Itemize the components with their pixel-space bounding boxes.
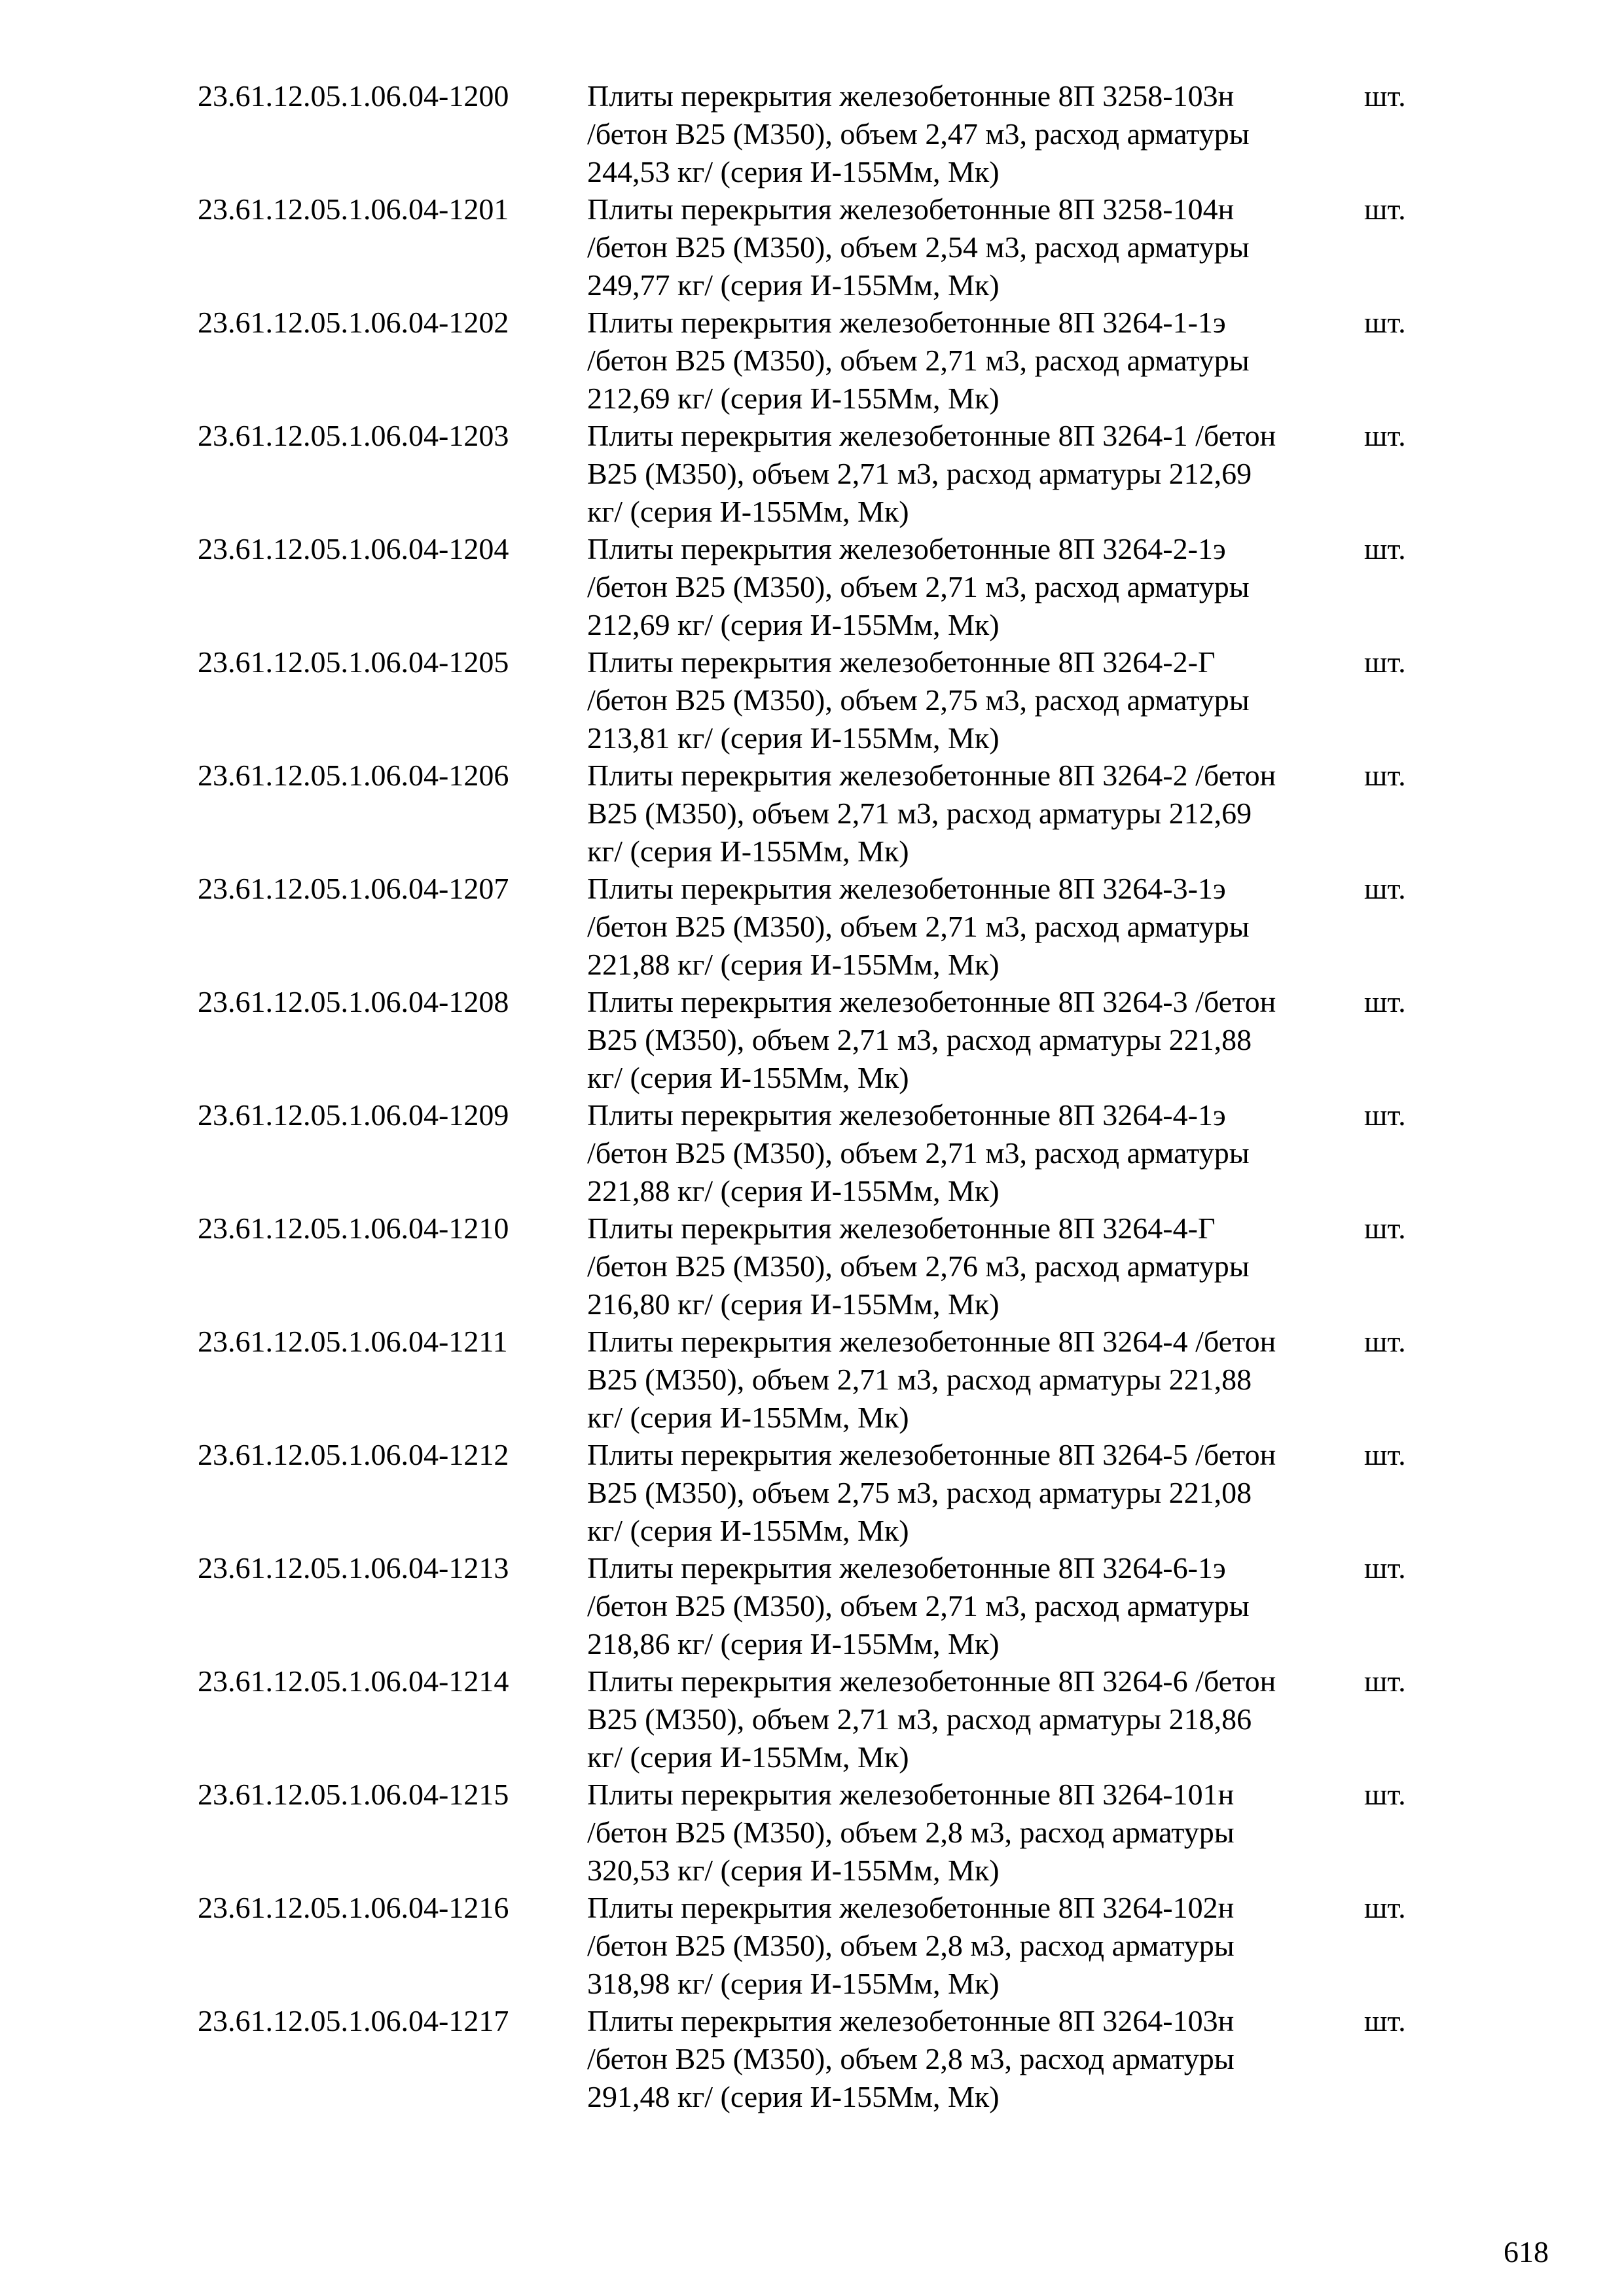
description-line: 249,77 кг/ (серия И-155Мм, Мк) <box>587 268 1000 302</box>
description-line: кг/ (серия И-155Мм, Мк) <box>587 834 909 868</box>
item-code: 23.61.12.05.1.06.04-1210 <box>198 1211 509 1245</box>
item-description <box>587 77 1250 191</box>
item-code: 23.61.12.05.1.06.04-1217 <box>198 2004 509 2037</box>
description-line: /бетон B25 (M350), объем 2,54 м3, расход арматуры <box>587 230 1250 264</box>
description-line: 320,53 кг/ (серия И-155Мм, Мк) <box>587 1854 1000 1887</box>
item-description <box>587 190 1250 304</box>
table-row <box>0 1096 1624 1210</box>
table-row <box>0 1776 1624 1889</box>
item-unit: шт. <box>1364 1098 1406 1132</box>
item-code: 23.61.12.05.1.06.04-1203 <box>198 419 509 452</box>
description-line: Плиты перекрытия железобетонные 8П 3258-103н <box>587 79 1235 113</box>
item-description <box>587 1889 1235 2003</box>
table-row <box>0 1549 1624 1662</box>
item-unit: шт. <box>1364 1438 1406 1471</box>
table-row <box>0 77 1624 190</box>
item-unit: шт. <box>1364 1211 1406 1245</box>
description-line: B25 (M350), объем 2,71 м3, расход арматуры 212,69 <box>587 457 1252 490</box>
description-line: кг/ (серия И-155Мм, Мк) <box>587 1514 909 1547</box>
description-line: 221,88 кг/ (серия И-155Мм, Мк) <box>587 1174 1000 1208</box>
item-code: 23.61.12.05.1.06.04-1207 <box>198 872 509 905</box>
item-code: 23.61.12.05.1.06.04-1209 <box>198 1098 509 1132</box>
item-description <box>587 417 1276 531</box>
description-line: /бетон B25 (M350), объем 2,71 м3, расход арматуры <box>587 570 1250 603</box>
item-code: 23.61.12.05.1.06.04-1214 <box>198 1664 509 1698</box>
description-line: Плиты перекрытия железобетонные 8П 3264-2 /бетон <box>587 759 1276 792</box>
item-code: 23.61.12.05.1.06.04-1204 <box>198 532 509 565</box>
page-number: 618 <box>1504 2235 1549 2269</box>
item-description <box>587 983 1276 1097</box>
description-line: 212,69 кг/ (серия И-155Мм, Мк) <box>587 382 1000 415</box>
description-line: Плиты перекрытия железобетонные 8П 3264-4-1э <box>587 1098 1226 1132</box>
table-row <box>0 1889 1624 2002</box>
item-unit: шт. <box>1364 985 1406 1018</box>
table-row <box>0 1436 1624 1549</box>
description-line: Плиты перекрытия железобетонные 8П 3264-2-1э <box>587 532 1226 565</box>
description-line: Плиты перекрытия железобетонные 8П 3264-1-1э <box>587 306 1226 339</box>
table-row <box>0 1323 1624 1436</box>
description-line: /бетон B25 (M350), объем 2,76 м3, расход арматуры <box>587 1249 1250 1283</box>
description-line: Плиты перекрытия железобетонные 8П 3258-104н <box>587 192 1235 226</box>
description-line: /бетон B25 (M350), объем 2,47 м3, расход арматуры <box>587 117 1250 151</box>
description-line: Плиты перекрытия железобетонные 8П 3264-1 /бетон <box>587 419 1276 452</box>
table-row <box>0 1662 1624 1776</box>
description-line: /бетон B25 (M350), объем 2,71 м3, расход арматуры <box>587 1589 1250 1623</box>
item-unit: шт. <box>1364 645 1406 679</box>
item-description <box>587 1210 1250 1323</box>
item-code: 23.61.12.05.1.06.04-1201 <box>198 192 509 226</box>
item-code: 23.61.12.05.1.06.04-1213 <box>198 1551 509 1585</box>
item-code: 23.61.12.05.1.06.04-1202 <box>198 306 509 339</box>
description-line: кг/ (серия И-155Мм, Мк) <box>587 1061 909 1094</box>
item-description <box>587 530 1250 644</box>
description-line: 221,88 кг/ (серия И-155Мм, Мк) <box>587 948 1000 981</box>
description-line: кг/ (серия И-155Мм, Мк) <box>587 1740 909 1774</box>
item-code: 23.61.12.05.1.06.04-1211 <box>198 1325 508 1358</box>
description-line: 213,81 кг/ (серия И-155Мм, Мк) <box>587 721 1000 755</box>
description-line: Плиты перекрытия железобетонные 8П 3264-6 /бетон <box>587 1664 1276 1698</box>
description-line: /бетон B25 (M350), объем 2,71 м3, расход арматуры <box>587 1136 1250 1170</box>
description-line: /бетон B25 (M350), объем 2,8 м3, расход арматуры <box>587 1929 1235 1962</box>
description-line: 291,48 кг/ (серия И-155Мм, Мк) <box>587 2080 1000 2113</box>
table-row <box>0 190 1624 304</box>
item-description <box>587 1436 1276 1550</box>
description-line: 212,69 кг/ (серия И-155Мм, Мк) <box>587 608 1000 641</box>
description-line: Плиты перекрытия железобетонные 8П 3264-102н <box>587 1891 1235 1924</box>
description-line: Плиты перекрытия железобетонные 8П 3264-3-1э <box>587 872 1226 905</box>
item-code: 23.61.12.05.1.06.04-1216 <box>198 1891 509 1924</box>
item-unit: шт. <box>1364 79 1406 113</box>
item-description <box>587 1323 1276 1437</box>
table-row <box>0 304 1624 417</box>
description-line: Плиты перекрытия железобетонные 8П 3264-2-Г <box>587 645 1216 679</box>
description-line: кг/ (серия И-155Мм, Мк) <box>587 1401 909 1434</box>
item-unit: шт. <box>1364 2004 1406 2037</box>
table-row <box>0 417 1624 530</box>
item-code: 23.61.12.05.1.06.04-1200 <box>198 79 509 113</box>
description-line: 244,53 кг/ (серия И-155Мм, Мк) <box>587 155 1000 188</box>
description-line: Плиты перекрытия железобетонные 8П 3264-103н <box>587 2004 1235 2037</box>
item-description <box>587 1662 1276 1776</box>
description-line: Плиты перекрытия железобетонные 8П 3264-101н <box>587 1778 1235 1811</box>
description-line: Плиты перекрытия железобетонные 8П 3264-4 /бетон <box>587 1325 1276 1358</box>
description-line: B25 (M350), объем 2,71 м3, расход арматуры 212,69 <box>587 797 1252 830</box>
item-unit: шт. <box>1364 419 1406 452</box>
description-line: B25 (M350), объем 2,71 м3, расход арматуры 221,88 <box>587 1363 1252 1396</box>
description-line: /бетон B25 (M350), объем 2,75 м3, расход арматуры <box>587 683 1250 717</box>
item-code: 23.61.12.05.1.06.04-1205 <box>198 645 509 679</box>
description-line: Плиты перекрытия железобетонные 8П 3264-6-1э <box>587 1551 1226 1585</box>
table-row <box>0 530 1624 643</box>
item-unit: шт. <box>1364 759 1406 792</box>
item-code: 23.61.12.05.1.06.04-1212 <box>198 1438 509 1471</box>
description-line: 216,80 кг/ (серия И-155Мм, Мк) <box>587 1287 1000 1321</box>
item-unit: шт. <box>1364 1778 1406 1811</box>
description-line: B25 (M350), объем 2,71 м3, расход арматуры 218,86 <box>587 1702 1252 1736</box>
item-code: 23.61.12.05.1.06.04-1208 <box>198 985 509 1018</box>
table-row <box>0 983 1624 1096</box>
item-unit: шт. <box>1364 1551 1406 1585</box>
item-description <box>587 1096 1250 1210</box>
item-description <box>587 2002 1235 2116</box>
item-unit: шт. <box>1364 1664 1406 1698</box>
table-row <box>0 2002 1624 2115</box>
item-unit: шт. <box>1364 1325 1406 1358</box>
description-line: /бетон B25 (M350), объем 2,8 м3, расход арматуры <box>587 1816 1235 1849</box>
item-unit: шт. <box>1364 532 1406 565</box>
table-row <box>0 1210 1624 1323</box>
description-line: 318,98 кг/ (серия И-155Мм, Мк) <box>587 1967 1000 2000</box>
item-code: 23.61.12.05.1.06.04-1206 <box>198 759 509 792</box>
item-unit: шт. <box>1364 306 1406 339</box>
item-description <box>587 304 1250 418</box>
table-row <box>0 870 1624 983</box>
item-code: 23.61.12.05.1.06.04-1215 <box>198 1778 509 1811</box>
description-line: Плиты перекрытия железобетонные 8П 3264-3 /бетон <box>587 985 1276 1018</box>
description-line: /бетон B25 (M350), объем 2,71 м3, расход арматуры <box>587 910 1250 943</box>
description-line: B25 (M350), объем 2,75 м3, расход арматуры 221,08 <box>587 1476 1252 1509</box>
item-description <box>587 870 1250 984</box>
item-unit: шт. <box>1364 1891 1406 1924</box>
description-line: B25 (M350), объем 2,71 м3, расход арматуры 221,88 <box>587 1023 1252 1056</box>
item-unit: шт. <box>1364 192 1406 226</box>
item-description <box>587 1549 1250 1663</box>
item-description <box>587 643 1250 757</box>
table-row <box>0 757 1624 870</box>
description-line: кг/ (серия И-155Мм, Мк) <box>587 495 909 528</box>
description-line: /бетон B25 (M350), объем 2,71 м3, расход арматуры <box>587 344 1250 377</box>
table-row <box>0 643 1624 757</box>
item-unit: шт. <box>1364 872 1406 905</box>
description-line: /бетон B25 (M350), объем 2,8 м3, расход арматуры <box>587 2042 1235 2075</box>
item-description <box>587 757 1276 870</box>
description-line: Плиты перекрытия железобетонные 8П 3264-5 /бетон <box>587 1438 1276 1471</box>
description-line: Плиты перекрытия железобетонные 8П 3264-4-Г <box>587 1211 1216 1245</box>
description-line: 218,86 кг/ (серия И-155Мм, Мк) <box>587 1627 1000 1660</box>
item-description <box>587 1776 1235 1890</box>
price-list-table <box>0 77 1624 2115</box>
